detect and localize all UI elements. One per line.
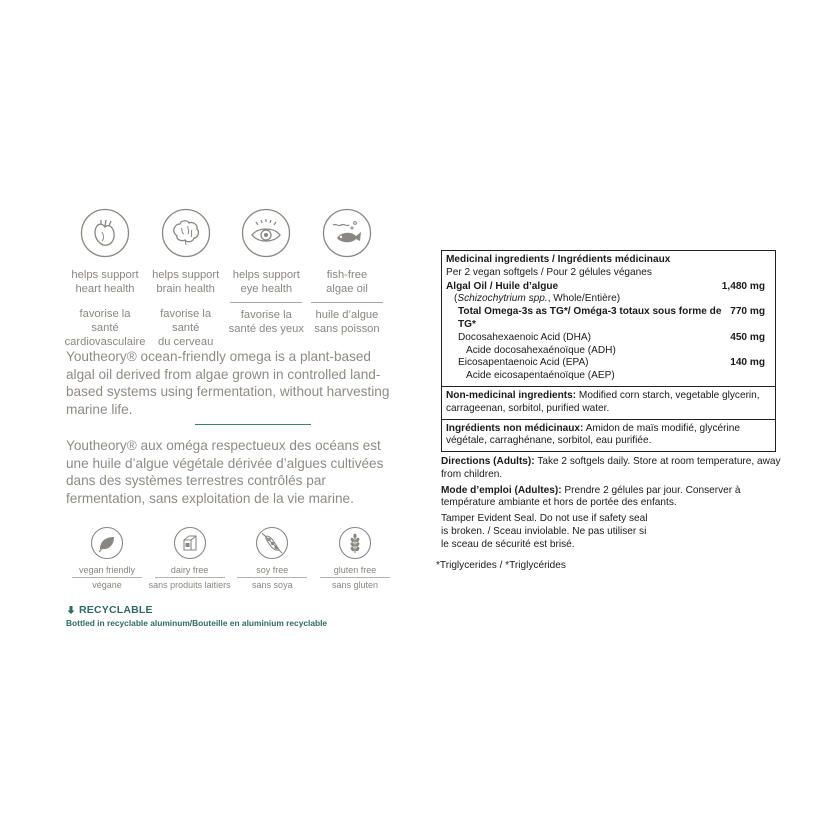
algal-oil-source: (Schizochytrium spp., Whole/Entière) [454, 293, 621, 305]
description-en: Youtheory® ocean-friendly omega is a plant-based algal oil derived from algae grown in controlled land-based systems using fermentation, without harvesting marine life. [66, 349, 390, 417]
free-dairy-fr: sans produits laitiers [148, 580, 231, 590]
seal-line-1: Tamper Evident Seal. Do not use if safety seal [441, 513, 648, 525]
epa-value: 140 mg [730, 357, 765, 369]
seal-notice [441, 513, 781, 551]
divider [311, 302, 383, 303]
free-soy-fr: sans soya [252, 580, 293, 590]
benefit-brain-fr: favorise la santé du cerveau [157, 308, 214, 348]
soy-icon [255, 526, 289, 560]
free-gluten-fr: sans gluten [331, 580, 378, 590]
directions-en-text: Take 2 softgels daily. Store at room temperature, away from children. [441, 456, 781, 480]
benefit-fish-free-en: fish-free algae oil [326, 269, 368, 295]
triglycerides-footnote: *Triglycerides / *Triglycérides [436, 560, 566, 571]
free-dairy [149, 526, 231, 591]
dha-row [446, 332, 771, 345]
algal-oil-value: 1,480 mg [721, 280, 765, 292]
free-soy [231, 526, 313, 591]
omega-label: Total Omega-3s as TG*/ Oméga-3 totaux sous forme de TG* [458, 306, 722, 330]
non-medicinal-en-section [442, 386, 775, 419]
recyclable-subtitle: Bottled in recyclable aluminum/Bouteille en aluminium recyclable [66, 618, 328, 628]
heart-icon [80, 208, 130, 258]
directions-fr [441, 485, 781, 511]
nonmed-en-label: Non-medicinal ingredients: [446, 389, 577, 401]
free-dairy-en: dairy free [170, 565, 209, 575]
recyclable-block [66, 604, 327, 628]
benefit-fish-free-fr: huile d’algue sans poisson [314, 309, 380, 335]
free-from-row [66, 526, 396, 591]
milk-carton-icon [173, 526, 207, 560]
algal-oil-row [446, 281, 771, 294]
omega-value: 770 mg [730, 306, 765, 318]
species-name: Schizochytrium spp. [457, 293, 548, 305]
benefit-icons-row [64, 208, 386, 348]
divider [320, 577, 390, 578]
directions-en-label: Directions (Adults): [441, 456, 535, 467]
benefit-eye-en: helps support eye health [232, 269, 300, 295]
leaf-icon [90, 526, 124, 560]
serving-size: Per 2 vegan softgels / Pour 2 gélules véganes [446, 266, 652, 278]
directions-fr-label: Mode d’emploi (Adultes): [441, 484, 562, 496]
eye-icon [241, 208, 291, 258]
description-fr: Youtheory® aux oméga respectueux des océans est une huile d’algue végétale dérivée d’algues cultivées dans des systèmes terrestres contrôlés par fermentation, sans exploitation de la vie marine. [66, 438, 384, 506]
benefit-heart-fr: favorise la santé cardiovasculaire [64, 308, 146, 348]
medicinal-ingredients-section [442, 251, 775, 386]
nonmed-en-text: Modified corn starch, vegetable glycerin, carrageenan, sorbitol, purified water. [446, 389, 760, 414]
recycle-arrow-icon [66, 605, 76, 615]
nonmed-fr-label: Ingrédients non médicinaux: [446, 422, 584, 434]
description-divider [195, 424, 311, 425]
wheat-icon [338, 526, 372, 560]
free-vegan-fr: végane [92, 580, 122, 590]
omega-row [446, 306, 771, 332]
free-gluten [314, 526, 396, 591]
seal-line-3: le sceau de sécurité est brisé. [441, 538, 575, 550]
medicinal-header: Medicinal ingredients / Ingrédients médicinaux [446, 254, 671, 265]
fish-icon [322, 208, 372, 258]
benefit-eye [227, 208, 305, 338]
divider [155, 577, 225, 578]
benefit-brain [147, 208, 225, 348]
free-soy-en: soy free [256, 565, 289, 575]
free-vegan [66, 526, 148, 591]
benefit-eye-fr: favorise la santé des yeux [228, 309, 304, 335]
free-gluten-en: gluten free [333, 565, 377, 575]
seal-line-2: is broken. / Sceau inviolable. Ne pas utiliser si [441, 525, 647, 537]
recyclable-title [66, 604, 327, 616]
free-vegan-en: vegan friendly [78, 565, 136, 575]
divider [230, 302, 302, 303]
non-medicinal-fr-section [442, 419, 775, 452]
epa-row [446, 357, 771, 370]
divider [237, 577, 307, 578]
dha-label: Docosahexaenoic Acid (DHA) [458, 331, 591, 343]
brain-icon [161, 208, 211, 258]
benefit-heart [64, 208, 146, 348]
benefit-brain-en: helps support brain health [152, 269, 220, 295]
source-rest: , Whole/Entière) [547, 293, 621, 305]
recyclable-title-text: RECYCLABLE [79, 604, 153, 616]
epa-label: Eicosapentaenoic Acid (EPA) [458, 357, 589, 369]
algal-oil-label: Algal Oil / Huile d’algue [446, 280, 559, 292]
epa-fr: Acide eicosapentaénoïque (AEP) [466, 370, 615, 382]
directions-fr-text: Prendre 2 gélules par jour. Conserver à température ambiante et hors de portée des enfants. [441, 484, 741, 509]
directions-block [441, 456, 781, 552]
benefit-heart-en: helps support heart health [71, 269, 139, 295]
benefit-fish-free [308, 208, 386, 338]
directions-en [441, 456, 781, 482]
dha-fr: Acide docosahexaénoïque (ADH) [466, 344, 616, 356]
divider [72, 577, 142, 578]
nonmed-fr-text: Amidon de maïs modifié, glycérine végétale, carraghénane, sorbitol, eau purifiée. [446, 422, 740, 447]
dha-value: 450 mg [730, 331, 765, 343]
ingredients-panel [441, 250, 776, 452]
